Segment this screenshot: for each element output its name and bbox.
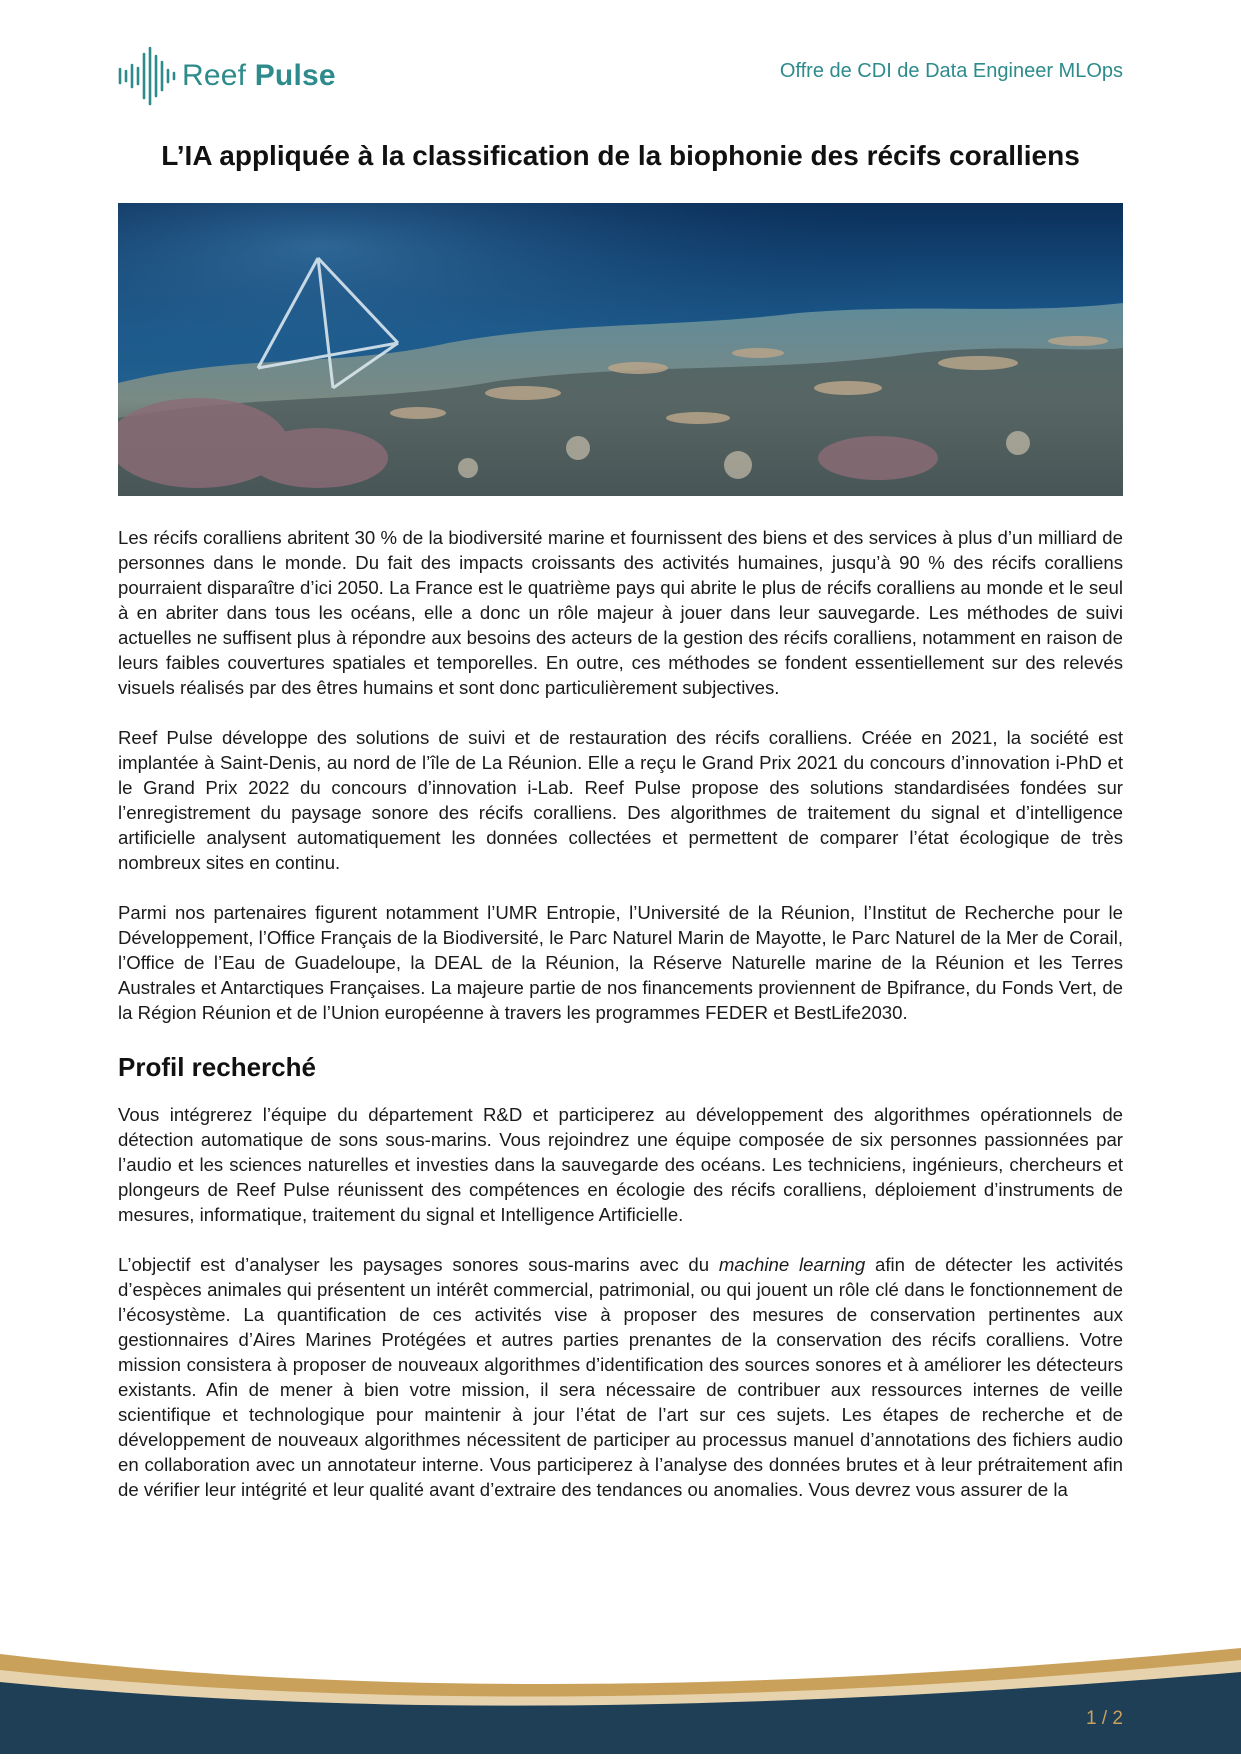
sound-wave-icon — [118, 44, 176, 108]
objective-emphasis: machine learning — [718, 1254, 866, 1275]
coral-reef-photo — [118, 203, 1123, 496]
profile-paragraph: Vous intégrerez l’équipe du département R&D et participerez au développement des algorithmes opérationnels de détection automatique de sons sous-marins. Vous rejoindrez une équipe composée de six personnes passionnées par l’audio et les sciences naturelles et investies dans la sauvegarde des océans. Les techniciens, ingénieurs, chercheurs et plongeurs de Reef Pulse réunissent des compétences en écologie des récifs coralliens, déploiement d’instruments de mesures, informatique, traitement du signal et Intelligence Artificielle. — [118, 1104, 1123, 1225]
company-paragraph: Reef Pulse développe des solutions de suivi et de restauration des récifs coralliens. Créée en 2021, la société est implantée à Saint-Denis, au nord de l’île de La Réunion. Elle a reçu le Grand Prix 2021 du concours d’innovation i-PhD et le Grand Prix 2022 du concours d’innovation i-Lab. Reef Pulse propose des solutions standardisées fondées sur l’enregistrement du paysage sonore des récifs coralliens. Des algorithmes de traitement du signal et d’intelligence artificielle analysent automatiquement les données collectées et permettent de comparer l’état écologique de très nombreux sites en continu. — [118, 727, 1123, 873]
intro-paragraph: Les récifs coralliens abritent 30 % de la biodiversité marine et fournissent des biens et des services à plus d’un milliard de personnes dans le monde. Du fait des impacts croissants des activités humaines, jusqu’à 90 % des récifs coralliens pourraient disparaître d’ici 2050. La France est le quatrième pays qui abrite le plus de récifs coralliens au monde et le seul à en abriter dans tous les océans, elle a donc un rôle majeur à jouer dans leur sauvegarde. Les méthodes de suivi actuelles ne suffisent plus à répondre aux besoins des acteurs de la gestion des récifs coralliens, notamment en raison de leurs faibles couvertures spatiales et temporelles. En outre, ces méthodes se fondent essentiellement sur des relevés visuels réalisés par des êtres humains et sont donc particulièrement subjectives. — [118, 527, 1123, 698]
partners-paragraph: Parmi nos partenaires figurent notamment l’UMR Entropie, l’Université de la Réunion, l’Institut de Recherche pour le Développement, l’Office Français de la Biodiversité, le Parc Naturel Marin de Mayotte, le Parc Naturel de la Mer de Corail, l’Office de l’Eau de Guadeloupe, la DEAL de la Réunion, la Réserve Naturelle marine de la Réunion et les Terres Australes et Antarctiques Françaises. La majeure partie de nos financements proviennent de Bpifrance, du Fonds Vert, de la Région Réunion et de l’Union européenne à travers les programmes FEDER et BestLife2030. — [118, 902, 1123, 1023]
page-header — [118, 40, 1123, 110]
page-title: L’IA appliquée à la classification de la biophonie des récifs coralliens — [161, 140, 1080, 171]
main-content — [118, 525, 1123, 1527]
logo-text-pulse: Pulse — [254, 59, 336, 92]
wave-band — [0, 1640, 1241, 1754]
reef-pulse-logo — [118, 44, 336, 108]
page-number: 1 / 2 — [1086, 1708, 1123, 1729]
page-footer — [0, 1640, 1241, 1754]
objective-text-end: afin de détecter les activités d’espèces animales qui présentent un intérêt commercial, patrimonial, ou qui jouent un rôle clé dans le fonctionnement de l’écosystème. La quantification de ces activités vise à proposer des mesures de conservation pertinentes aux gestionnaires d’Aires Marines Protégées et autres parties prenantes de la conservation des récifs coralliens. Votre mission consistera à proposer de nouveaux algorithmes d’identification des sources sonores et à améliorer les détecteurs existants. Afin de mener à bien votre mission, il sera nécessaire de contribuer aux ressources internes de veille scientifique et technologique pour maintenir à jour l’état de l’art sur ces sujets. Les étapes de recherche et de développement de nouveaux algorithmes nécessitent de participer au processus manuel d’annotations des fichiers audio en collaboration avec un annotateur interne. Vous participerez à l’analyse des données brutes et à leur prétraitement afin de vérifier leur intégrité et leur qualité avant d’extraire des tendances ou anomalies. Vous devrez vous assurer de la — [118, 1254, 1123, 1500]
logo-text-reef: Reef — [182, 59, 247, 92]
section-heading: Profil recherché — [118, 1052, 316, 1082]
objective-text-start: L’objectif est d’analyser les paysages sonores sous-marins avec du — [118, 1254, 719, 1275]
job-offer-title: Offre de CDI de Data Engineer MLOps — [779, 60, 1123, 82]
objective-paragraph — [118, 1252, 1123, 1502]
logo-wordmark — [182, 59, 336, 93]
